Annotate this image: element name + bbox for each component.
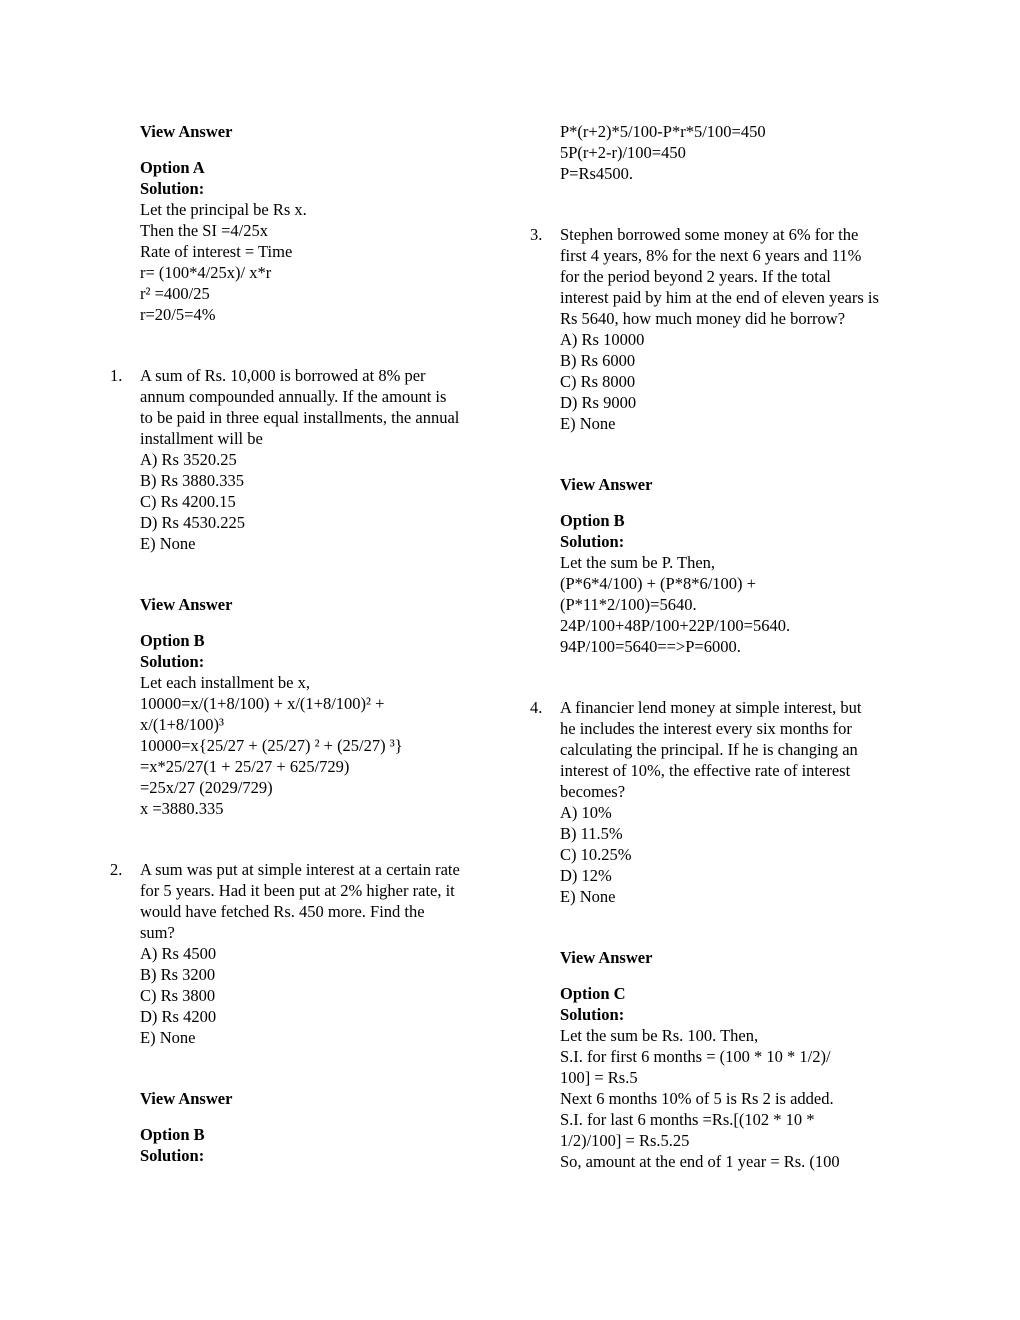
answer-option-label: Option C	[560, 984, 626, 1003]
answer-choice: C) 10.25%	[560, 845, 632, 864]
question-block	[530, 697, 880, 907]
solution-line: x =3880.335	[140, 799, 224, 818]
solution-line: Then the SI =4/25x	[140, 221, 268, 240]
question-number: 3.	[530, 225, 543, 244]
solution-line: Let the sum be Rs. 100. Then,	[560, 1026, 759, 1045]
two-column-layout	[110, 121, 880, 1172]
view-answer-link: View Answer	[560, 475, 653, 494]
question-body	[140, 859, 460, 1048]
answer-option-label: Option B	[560, 511, 625, 530]
answer-choice: B) Rs 3880.335	[140, 471, 245, 490]
solution-label: Solution:	[140, 179, 205, 198]
answer-choice: C) Rs 4200.15	[140, 492, 236, 511]
answer-block	[140, 157, 460, 325]
solution-line: r=20/5=4%	[140, 305, 216, 324]
solution-line: 100] = Rs.5	[560, 1068, 638, 1087]
column-left	[110, 121, 460, 1172]
solution-line: 10000=x{25/27 + (25/27) ² + (25/27) ³}	[140, 736, 403, 755]
solution-line: Next 6 months 10% of 5 is Rs 2 is added.	[560, 1089, 834, 1108]
solution-line: Let the sum be P. Then,	[560, 553, 716, 572]
answer-choice: B) 11.5%	[560, 824, 623, 843]
answer-block	[140, 1124, 460, 1166]
solution-line: 5P(r+2-r)/100=450	[560, 143, 686, 162]
answer-choice: D) Rs 4200	[140, 1007, 217, 1026]
solution-label: Solution:	[560, 1005, 625, 1024]
view-answer-link: View Answer	[560, 948, 653, 967]
question-body	[560, 697, 880, 907]
solution-line: P=Rs4500.	[560, 164, 634, 183]
solution-line: r= (100*4/25x)/ x*r	[140, 263, 272, 282]
solution-line: P*(r+2)*5/100-P*r*5/100=450	[560, 122, 766, 141]
answer-choice: C) Rs 3800	[140, 986, 216, 1005]
answer-choice: A) Rs 10000	[560, 330, 645, 349]
column-right	[530, 121, 880, 1172]
question-number: 1.	[110, 366, 123, 385]
answer-choice: C) Rs 8000	[560, 372, 636, 391]
answer-choice: A) Rs 4500	[140, 944, 217, 963]
solution-line: (P*6*4/100) + (P*8*6/100) +	[560, 574, 756, 593]
solution-line: 1/2)/100] = Rs.5.25	[560, 1131, 690, 1150]
solution-line: =25x/27 (2029/729)	[140, 778, 273, 797]
answer-choice: E) None	[140, 534, 196, 553]
answer-choice: D) 12%	[560, 866, 612, 885]
answer-block	[560, 983, 880, 1172]
solution-line: =x*25/27(1 + 25/27 + 625/729)	[140, 757, 350, 776]
solution-label: Solution:	[560, 532, 625, 551]
solution-line: (P*11*2/100)=5640.	[560, 595, 697, 614]
solution-line: Let each installment be x,	[140, 673, 310, 692]
solution-line: So, amount at the end of 1 year = Rs. (100	[560, 1152, 840, 1171]
solution-line: 10000=x/(1+8/100) + x/(1+8/100)² +	[140, 694, 385, 713]
answer-block	[140, 630, 460, 819]
solution-continuation	[560, 121, 880, 184]
solution-line: S.I. for last 6 months =Rs.[(102 * 10 *	[560, 1110, 815, 1129]
question-body	[560, 224, 880, 434]
question-block	[530, 224, 880, 434]
answer-choice: E) None	[560, 414, 616, 433]
solution-line: 24P/100+48P/100+22P/100=5640.	[560, 616, 791, 635]
solution-line: Let the principal be Rs x.	[140, 200, 307, 219]
question-number: 4.	[530, 698, 543, 717]
view-answer-link: View Answer	[140, 122, 233, 141]
question-text: Stephen borrowed some money at 6% for the first 4 years, 8% for the next 6 years and 11% for the period beyond 2 years. If the total interest paid by him at the end of eleven years is Rs 5640, how much money did he borrow?	[560, 225, 879, 328]
solution-label: Solution:	[140, 1146, 205, 1165]
answer-block	[560, 510, 880, 657]
answer-option-label: Option B	[140, 1125, 205, 1144]
answer-choice: A) 10%	[560, 803, 612, 822]
solution-line: 94P/100=5640==>P=6000.	[560, 637, 741, 656]
solution-line: r² =400/25	[140, 284, 210, 303]
view-answer-link: View Answer	[140, 595, 233, 614]
answer-choice: B) Rs 6000	[560, 351, 636, 370]
answer-choice: B) Rs 3200	[140, 965, 216, 984]
answer-option-label: Option A	[140, 158, 205, 177]
question-number: 2.	[110, 860, 123, 879]
question-text: A financier lend money at simple interest, but he includes the interest every six months for calculating the principal. If he is changing an interest of 10%, the effective rate of interest becomes?	[560, 698, 862, 801]
question-text: A sum was put at simple interest at a certain rate for 5 years. Had it been put at 2% higher rate, it would have fetched Rs. 450 more. Find the sum?	[140, 860, 460, 942]
view-answer-link: View Answer	[140, 1089, 233, 1108]
question-text: A sum of Rs. 10,000 is borrowed at 8% per annum compounded annually. If the amount is to be paid in three equal installments, the annual installment will be	[140, 366, 460, 448]
answer-choice: E) None	[560, 887, 616, 906]
solution-label: Solution:	[140, 652, 205, 671]
answer-choice: D) Rs 9000	[560, 393, 637, 412]
solution-line: S.I. for first 6 months = (100 * 10 * 1/2)/	[560, 1047, 831, 1066]
solution-line: Rate of interest = Time	[140, 242, 293, 261]
answer-choice: D) Rs 4530.225	[140, 513, 245, 532]
answer-choice: A) Rs 3520.25	[140, 450, 237, 469]
answer-option-label: Option B	[140, 631, 205, 650]
solution-line: x/(1+8/100)³	[140, 715, 224, 734]
question-body	[140, 365, 460, 554]
question-block	[110, 859, 460, 1048]
answer-choice: E) None	[140, 1028, 196, 1047]
question-block	[110, 365, 460, 554]
